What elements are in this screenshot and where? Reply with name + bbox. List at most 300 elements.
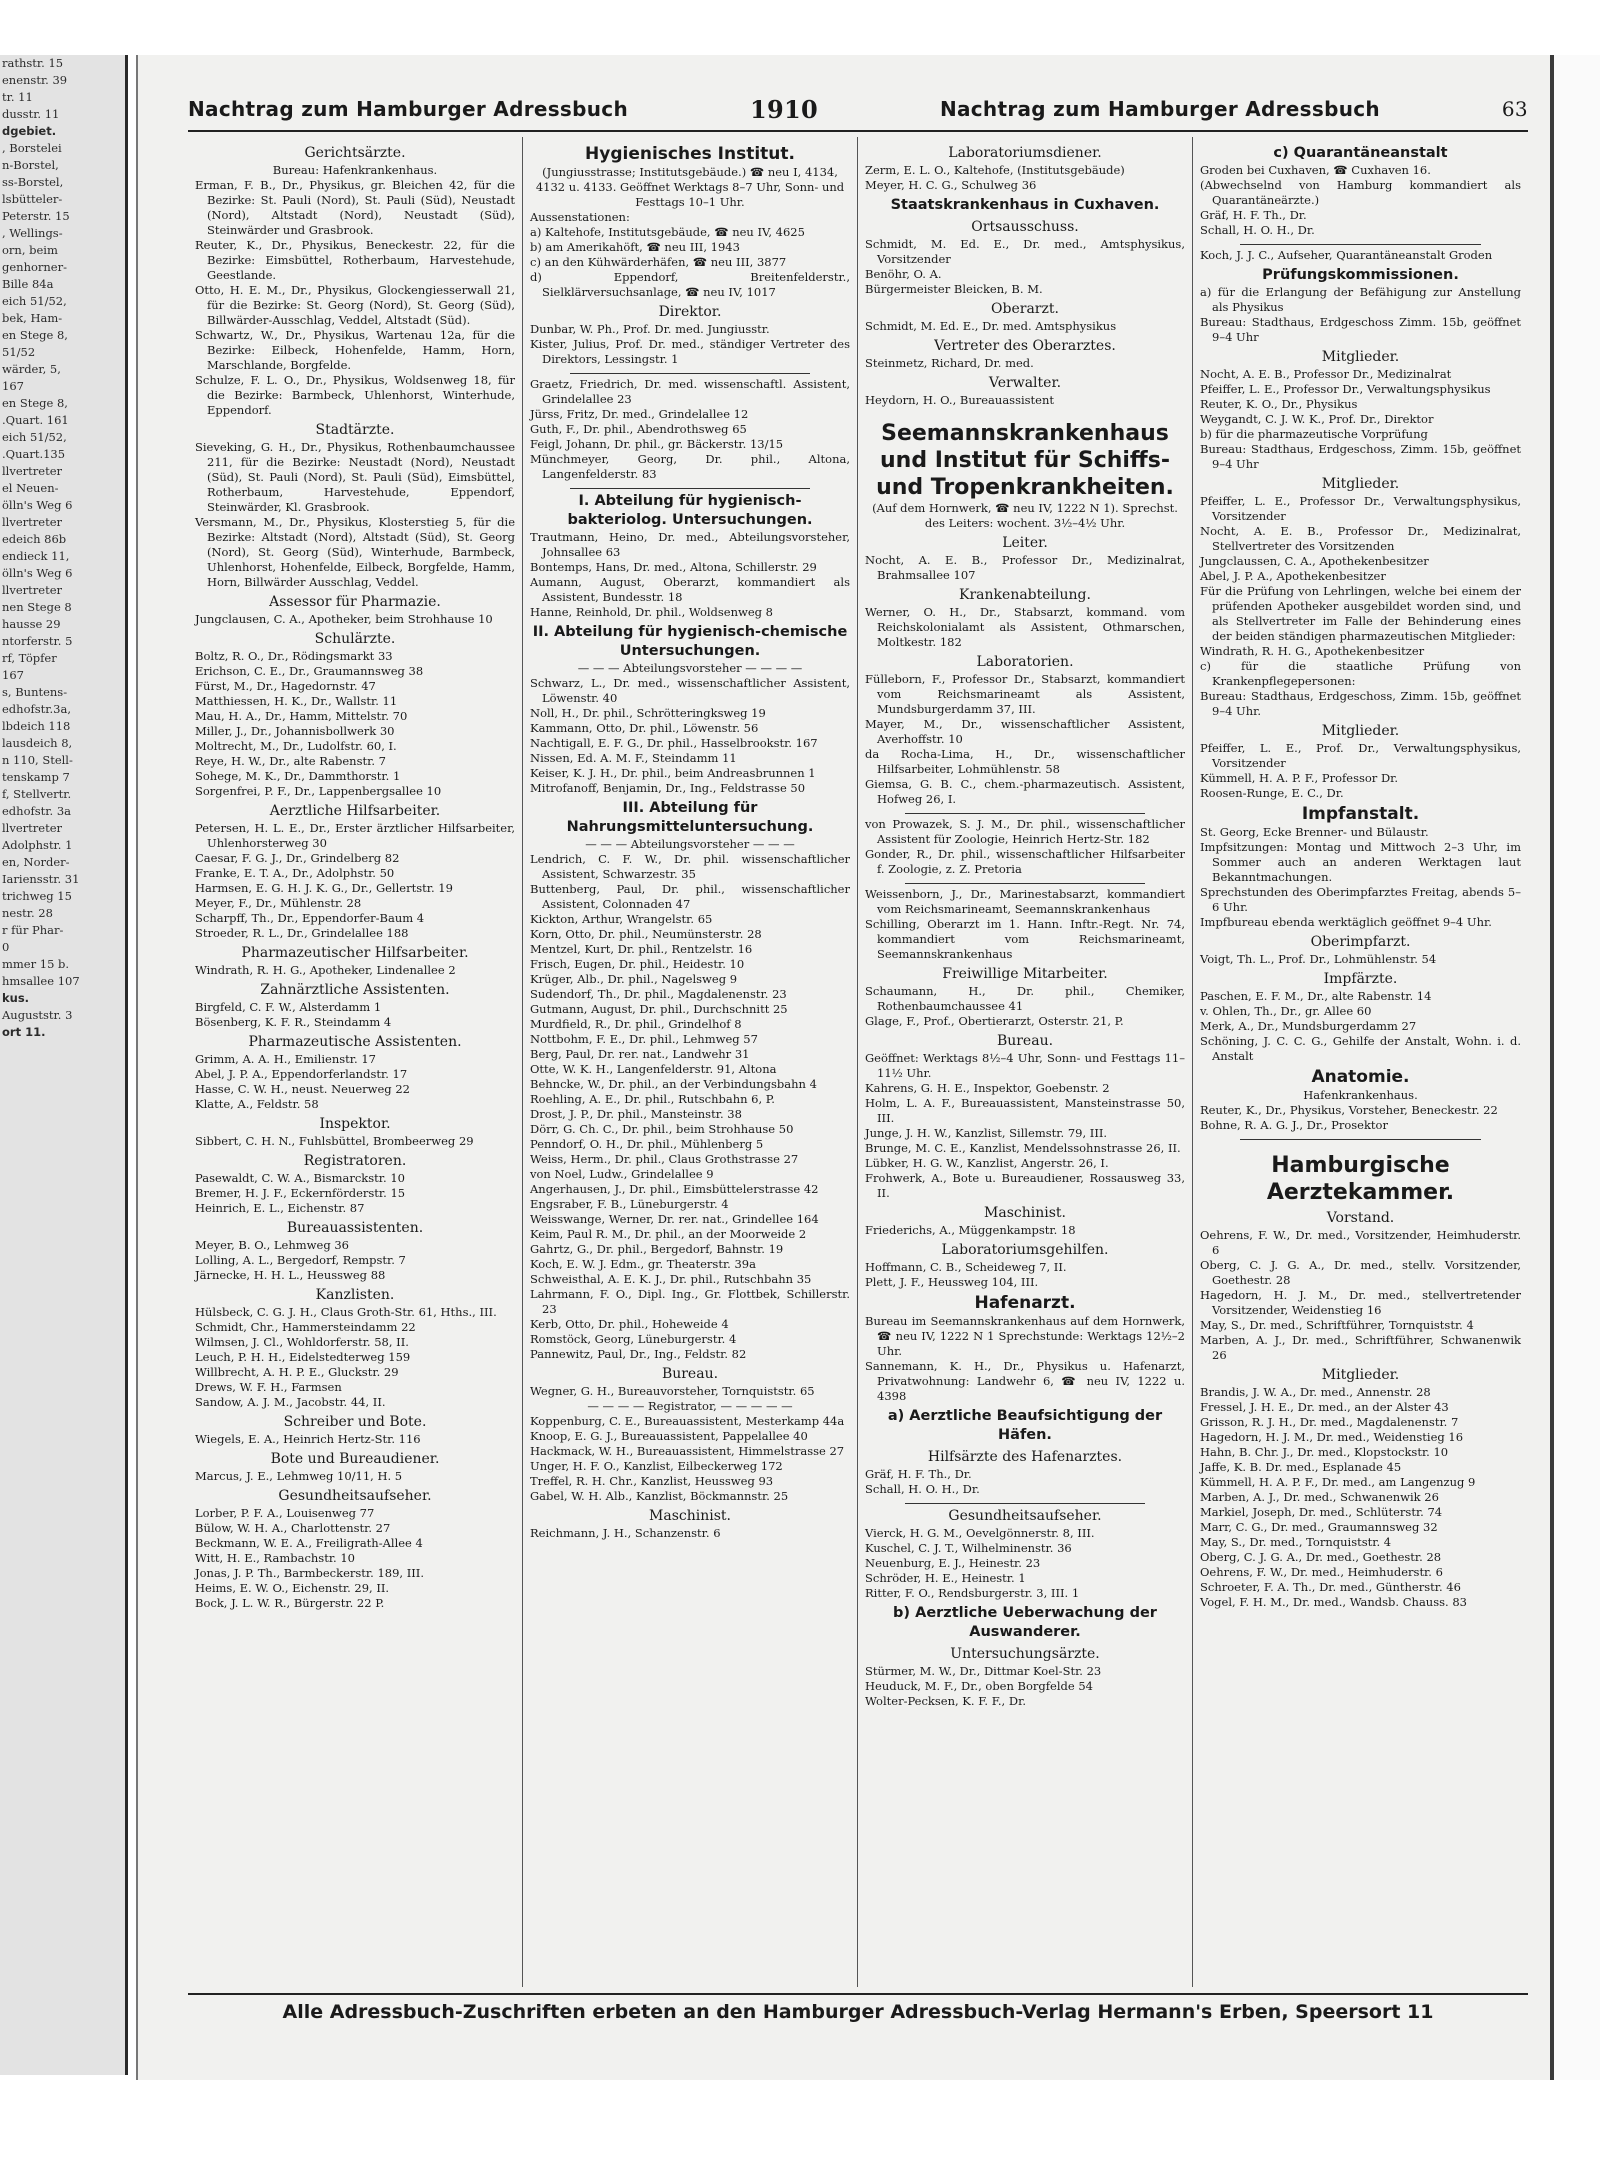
edge-text-fragment: ölln's Weg 6 <box>2 498 73 512</box>
directory-entry: Keim, Paul R. M., Dr. phil., an der Moorweide 2 <box>530 1227 807 1241</box>
directory-entry: Mayer, M., Dr., wissenschaftlicher Assistent, Averhoffstr. 10 <box>865 717 1185 746</box>
directory-entry: Kümmell, H. A. P. F., Professor Dr. <box>1200 771 1399 785</box>
directory-entry: Behncke, W., Dr. phil., an der Verbindungsbahn 4 <box>530 1077 817 1091</box>
section-heading: Gesundheitsaufseher. <box>278 1488 432 1504</box>
directory-entry: Windrath, R. H. G., Apothekenbesitzer <box>1200 644 1425 658</box>
directory-entry: Dunbar, W. Ph., Prof. Dr. med. Jungiusstr. <box>530 322 770 336</box>
directory-entry: Schwartz, W., Dr., Physikus, Wartenau 12a, für die Bezirke: Eilbeck, Hohenfelde, Hamm, Horn, Marschlande, Borgfelde. <box>195 328 515 372</box>
publisher-footer: Alle Adressbuch-Zuschriften erbeten an den Hamburger Adressbuch-Verlag Hermann's Erben, Speersort 11 <box>188 1993 1528 2023</box>
divider-rule <box>570 373 810 374</box>
directory-entry: Junge, J. H. W., Kanzlist, Sillemstr. 79, III. <box>865 1126 1108 1140</box>
directory-entry: May, S., Dr. med., Schriftführer, Tornquiststr. 4 <box>1200 1318 1474 1332</box>
directory-entry: Kister, Julius, Prof. Dr. med., ständiger Vertreter des Direktors, Lessingstr. 1 <box>530 337 850 366</box>
directory-entry: Für die Prüfung von Lehrlingen, welche bei einem der prüfenden Apotheker ausgebildet worden sind, und als Stellvertreter im Falle der Behinderung eines der beiden ständigen pharmazeutischen Mitglieder: <box>1200 584 1521 643</box>
section-heading: Zahnärztliche Assistenten. <box>260 982 450 998</box>
edge-text-fragment: Adolphstr. 1 <box>2 838 73 852</box>
directory-entry: Bösenberg, K. F. R., Steindamm 4 <box>195 1015 392 1029</box>
directory-entry: Boltz, R. O., Dr., Rödingsmarkt 33 <box>195 649 393 663</box>
directory-entry: (Abwechselnd von Hamburg kommandiert als Quarantäneärzte.) <box>1200 178 1521 207</box>
directory-entry: Bureau im Seemannskrankenhaus auf dem Hornwerk, ☎ neu IV, 1222 N 1 Sprechstunde: Werktags 12½–2 Uhr. <box>865 1314 1185 1358</box>
edge-text-fragment: en Stege 8, <box>2 396 68 410</box>
directory-entry: Meyer, H. C. G., Schulweg 36 <box>865 178 1037 192</box>
section-heading: Ortsausschuss. <box>971 219 1079 235</box>
edge-text-fragment: edhofstr. 3a <box>2 804 71 818</box>
directory-page <box>136 55 1550 2080</box>
directory-entry: b) am Amerikahöft, ☎ neu III, 1943 <box>530 240 740 254</box>
section-note: — — — — Registrator, — — — — — <box>587 1399 793 1413</box>
previous-page-edge <box>0 55 128 2075</box>
directory-entry: v. Ohlen, Th., Dr., gr. Allee 60 <box>1200 1004 1372 1018</box>
directory-entry: Gräf, H. F. Th., Dr. <box>1200 208 1307 222</box>
directory-entry: Weisswange, Werner, Dr. rer. nat., Grindellee 164 <box>530 1212 819 1226</box>
section-heading: Krankenabteilung. <box>959 587 1091 603</box>
directory-entry: Markiel, Joseph, Dr. med., Schlüterstr. 74 <box>1200 1505 1443 1519</box>
directory-entry: Reuter, K., Dr., Physikus, Vorsteher, Beneckestr. 22 <box>1200 1103 1498 1117</box>
section-heading: Freiwillige Mitarbeiter. <box>942 966 1108 982</box>
directory-entry: Caesar, F. G. J., Dr., Grindelberg 82 <box>195 851 400 865</box>
directory-entry: Aumann, August, Oberarzt, kommandiert als Assistent, Bundesstr. 18 <box>530 575 850 604</box>
section-heading: Bote und Bureaudiener. <box>270 1451 440 1467</box>
header-title-right: Nachtrag zum Hamburger Adressbuch <box>939 97 1380 121</box>
section-heading: Vorstand. <box>1326 1210 1395 1226</box>
directory-entry: Sibbert, C. H. N., Fuhlsbüttel, Brombeerweg 29 <box>195 1134 474 1148</box>
edge-text-fragment: en Stege 8, <box>2 328 68 342</box>
directory-entry: Reuter, K., Dr., Physikus, Beneckestr. 22, für die Bezirke: Eimsbüttel, Rotherbaum, Harvestehude, Geestlande. <box>195 238 515 282</box>
edge-text-fragment: genhorner- <box>2 260 67 274</box>
directory-entry: Pfeiffer, L. E., Prof. Dr., Verwaltungsphysikus, Vorsitzender <box>1200 741 1521 770</box>
directory-entry: Lendrich, C. F. W., Dr. phil. wissenschaftlicher Assistent, Schwarzestr. 35 <box>530 852 850 881</box>
edge-text-fragment: llvertreter <box>2 583 63 597</box>
edge-text-fragment: eich 51/52, <box>2 430 67 444</box>
directory-entry: Koch, J. J. C., Aufseher, Quarantäneanstalt Groden <box>1200 248 1493 262</box>
section-heading: Pharmazeutische Assistenten. <box>248 1034 462 1050</box>
directory-entry: Bürgermeister Bleicken, B. M. <box>865 282 1043 296</box>
column-4 <box>1193 137 1528 1987</box>
column-1 <box>188 137 523 1987</box>
directory-entry: Hackmack, W. H., Bureauassistent, Himmelstrasse 27 <box>530 1444 845 1458</box>
directory-entry: Meyer, B. O., Lehmweg 36 <box>195 1238 349 1252</box>
section-heading: Assessor für Pharmazie. <box>269 594 441 610</box>
directory-entry: von Prowazek, S. J. M., Dr. phil., wissenschaftlicher Assistent für Zoologie, Heinrich Hertz-Str. 182 <box>865 817 1185 846</box>
directory-entry: Nachtigall, E. F. G., Dr. phil., Hasselbrookstr. 167 <box>530 736 818 750</box>
directory-entry: Fressel, J. H. E., Dr. med., an der Alster 43 <box>1200 1400 1449 1414</box>
directory-entry: Glage, F., Prof., Obertierarzt, Osterstr. 21, P. <box>865 1014 1124 1028</box>
directory-entry: Murdfield, R., Dr. phil., Grindelhof 8 <box>530 1017 742 1031</box>
directory-entry: Bock, J. L. W. R., Bürgerstr. 22 P. <box>195 1596 385 1610</box>
section-heading: Direktor. <box>658 304 722 320</box>
section-note: (Auf dem Hornwerk, ☎ neu IV, 1222 N 1). Sprechst. des Leiters: wochent. 3½–4½ Uhr. <box>872 501 1178 530</box>
directory-entry: Schröder, H. E., Heinestr. 1 <box>865 1571 1026 1585</box>
directory-entry: Buttenberg, Paul, Dr. phil., wissenschaftlicher Assistent, Colonnaden 47 <box>530 882 850 911</box>
edge-text-fragment: r für Phar- <box>2 923 64 937</box>
directory-entry: Oehrens, F. W., Dr. med., Heimhuderstr. 6 <box>1200 1565 1443 1579</box>
directory-entry: Nocht, A. E. B., Professor Dr., Medizinalrat <box>1200 367 1452 381</box>
page-right-edge <box>1550 55 1600 2080</box>
directory-entry: Meyer, F., Dr., Mühlenstr. 28 <box>195 896 362 910</box>
department-heading: Staatskrankenhaus in Cuxhaven. <box>890 197 1160 213</box>
directory-entry: Sandow, A. J. M., Jacobstr. 44, II. <box>195 1395 386 1409</box>
directory-entry: Münchmeyer, Georg, Dr. phil., Altona, Langenfelderstr. 83 <box>530 452 850 481</box>
header-title-left: Nachtrag zum Hamburger Adressbuch <box>188 97 628 121</box>
section-note: Hafenkrankenhaus. <box>1303 1088 1418 1102</box>
directory-entry: Gahrtz, G., Dr. phil., Bergedorf, Bahnstr. 19 <box>530 1242 784 1256</box>
directory-entry: Järnecke, H. H. L., Heussweg 88 <box>195 1268 386 1282</box>
directory-entry: Bureau: Stadthaus, Erdgeschoss, Zimm. 15b, geöffnet 9–4 Uhr <box>1200 442 1521 471</box>
edge-text-fragment: eich 51/52, <box>2 294 67 308</box>
directory-entry: Vierck, H. G. M., Oevelgönnerstr. 8, III. <box>865 1526 1095 1540</box>
section-heading: Bureau. <box>996 1033 1054 1049</box>
directory-entry: Petersen, H. L. E., Dr., Erster ärztlicher Hilfsarbeiter, Uhlenhorsterweg 30 <box>195 821 515 850</box>
directory-entry: Birgfeld, C. F. W., Alsterdamm 1 <box>195 1000 382 1014</box>
edge-text-fragment: lausdeich 8, <box>2 736 73 750</box>
directory-entry: Hagedorn, H. J. M., Dr. med., stellvertretender Vorsitzender, Weidenstieg 16 <box>1200 1288 1521 1317</box>
section-heading: Mitglieder. <box>1321 476 1400 492</box>
directory-entry: Steinmetz, Richard, Dr. med. <box>865 356 1034 370</box>
directory-entry: Bremer, H. J. F., Eckernförderstr. 15 <box>195 1186 406 1200</box>
edge-text-fragment: dgebiet. <box>2 124 57 138</box>
edge-text-fragment: en, Norder- <box>2 855 70 869</box>
directory-entry: Moltrecht, M., Dr., Ludolfstr. 60, I. <box>195 739 397 753</box>
directory-entry: Lolling, A. L., Bergedorf, Rempstr. 7 <box>195 1253 406 1267</box>
directory-entry: Werner, O. H., Dr., Stabsarzt, kommand. vom Reichskolonialamt als Assistent, Othmarschen, Moltkestr. 182 <box>865 605 1185 649</box>
edge-text-fragment: tr. 11 <box>2 90 33 104</box>
directory-entry: Schroeter, F. A. Th., Dr. med., Güntherstr. 46 <box>1200 1580 1461 1594</box>
directory-entry: Jonas, J. P. Th., Barmbeckerstr. 189, III. <box>195 1566 425 1580</box>
institution-heading: Hafenarzt. <box>974 1293 1076 1313</box>
section-heading: Kanzlisten. <box>315 1287 395 1303</box>
directory-entry: Marben, A. J., Dr. med., Schriftführer, Schwanenwik 26 <box>1200 1333 1521 1362</box>
directory-entry: Schmidt, M. Ed. E., Dr. med., Amtsphysikus, Vorsitzender <box>865 237 1185 266</box>
section-heading: Vertreter des Oberarztes. <box>934 338 1116 354</box>
edge-text-fragment: 51/52 <box>2 345 36 359</box>
section-heading: Oberarzt. <box>991 301 1059 317</box>
section-heading: Bureauassistenten. <box>286 1220 424 1236</box>
divider-rule <box>905 883 1145 884</box>
edge-text-fragment: edeich 86b <box>2 532 67 546</box>
edge-text-fragment: ss-Borstel, <box>2 175 64 189</box>
directory-entry: Gabel, W. H. Alb., Kanzlist, Böckmannstr. 25 <box>530 1489 789 1503</box>
directory-entry: Wilmsen, J. Cl., Wohldorferstr. 58, II. <box>195 1335 409 1349</box>
institution-heading: Impfanstalt. <box>1301 804 1420 824</box>
edge-text-fragment: Iariensstr. 31 <box>2 872 80 886</box>
section-heading: Aerztliche Hilfsarbeiter. <box>269 803 441 819</box>
directory-entry: Reye, H. W., Dr., alte Rabenstr. 7 <box>195 754 386 768</box>
directory-entry: Keiser, K. J. H., Dr. phil., beim Andreasbrunnen 1 <box>530 766 816 780</box>
directory-entry: Grisson, R. J. H., Dr. med., Magdalenenstr. 7 <box>1200 1415 1459 1429</box>
section-heading: Hilfsärzte des Hafenarztes. <box>927 1449 1123 1465</box>
section-heading: Gesundheitsaufseher. <box>948 1508 1102 1524</box>
edge-text-fragment: rf, Töpfer <box>2 651 57 665</box>
section-heading: Schulärzte. <box>314 631 396 647</box>
directory-entry: Kickton, Arthur, Wrangelstr. 65 <box>530 912 713 926</box>
directory-entry: d) Eppendorf, Breitenfelderstr., Sielklärversuchsanlage, ☎ neu IV, 1017 <box>530 270 850 299</box>
directory-entry: von Noel, Ludw., Grindelallee 9 <box>530 1167 714 1181</box>
directory-entry: Koppenburg, C. E., Bureauassistent, Mesterkamp 44a <box>530 1414 845 1428</box>
directory-entry: Pannewitz, Paul, Dr., Ing., Feldstr. 82 <box>530 1347 747 1361</box>
edge-text-fragment: .Quart.135 <box>2 447 66 461</box>
section-note: (Jungiusstrasse; Institutsgebäude.) ☎ neu I, 4134, 4132 u. 4133. Geöffnet Werktags 8–7 Uhr, Sonn- und Festtags 10–1 Uhr. <box>535 165 845 209</box>
directory-entry: Abel, J. P. A., Eppendorferlandstr. 17 <box>195 1067 408 1081</box>
directory-entry: Nissen, Ed. A. M. F., Steindamm 11 <box>530 751 737 765</box>
directory-entry: Engsraber, F. B., Lüneburgerstr. 4 <box>530 1197 729 1211</box>
directory-entry: Gräf, H. F. Th., Dr. <box>865 1467 972 1481</box>
directory-entry: Marr, C. G., Dr. med., Graumannsweg 32 <box>1200 1520 1438 1534</box>
directory-entry: Schilling, Oberarzt im 1. Hann. Inftr.-Regt. Nr. 74, kommandiert vom Reichsmarineamt, Seemannskrankenhaus <box>865 917 1185 961</box>
directory-entry: Frisch, Eugen, Dr. phil., Heidestr. 10 <box>530 957 745 971</box>
edge-text-fragment: 167 <box>2 379 24 393</box>
directory-entry: Knoop, E. G. J., Bureauassistent, Pappelallee 40 <box>530 1429 808 1443</box>
directory-entry: Witt, H. E., Rambachstr. 10 <box>195 1551 356 1565</box>
directory-entry: Bureau: Stadthaus, Erdgeschoss Zimm. 15b, geöffnet 9–4 Uhr <box>1200 315 1521 344</box>
directory-entry: Reuter, K. O., Dr., Physikus <box>1200 397 1358 411</box>
directory-entry: Hanne, Reinhold, Dr. phil., Woldsenweg 8 <box>530 605 773 619</box>
edge-text-fragment: llvertreter <box>2 821 63 835</box>
directory-entry: Merk, A., Dr., Mundsburgerdamm 27 <box>1200 1019 1417 1033</box>
directory-entry: Matthiessen, H. K., Dr., Wallstr. 11 <box>195 694 398 708</box>
edge-text-fragment: ölln's Weg 6 <box>2 566 73 580</box>
section-heading: Maschinist. <box>984 1205 1066 1221</box>
directory-entry: Schall, H. O. H., Dr. <box>865 1482 980 1496</box>
section-heading: Bureau. <box>661 1366 719 1382</box>
directory-entry: Schöning, J. C. C. G., Gehilfe der Anstalt, Wohn. i. d. Anstalt <box>1200 1034 1521 1063</box>
directory-entry: Angerhausen, J., Dr. phil., Eimsbüttelerstrasse 42 <box>530 1182 819 1196</box>
divider-rule <box>570 488 810 489</box>
section-heading: Mitglieder. <box>1321 723 1400 739</box>
directory-entry: Sohege, M. K., Dr., Dammthorstr. 1 <box>195 769 401 783</box>
directory-entry: Gutmann, August, Dr. phil., Durchschnitt 25 <box>530 1002 788 1016</box>
directory-entry: Guth, F., Dr. phil., Abendrothsweg 65 <box>530 422 747 436</box>
directory-entry: Mentzel, Kurt, Dr. phil., Rentzelstr. 16 <box>530 942 753 956</box>
directory-entry: Weygandt, C. J. W. K., Prof. Dr., Direktor <box>1200 412 1434 426</box>
directory-entry: Pfeiffer, L. E., Professor Dr., Verwaltungsphysikus <box>1200 382 1491 396</box>
section-note: Bureau: Hafenkrankenhaus. <box>272 163 438 177</box>
edge-text-fragment: nen Stege 8 <box>2 600 72 614</box>
directory-entry: Erman, F. B., Dr., Physikus, gr. Bleichen 42, für die Bezirke: St. Pauli (Nord), St. Pauli (Süd), Neustadt (Nord), Altstadt (Nord), Neustadt (Süd), Steinwärder und Grasbrook. <box>195 178 515 237</box>
directory-entry: Impfsitzungen: Montag und Mittwoch 2–3 Uhr, im Sommer auch an anderen Werktagen laut Bekanntmachungen. <box>1200 840 1521 884</box>
section-heading: Untersuchungsärzte. <box>950 1646 1100 1662</box>
department-heading: b) Aerztliche Ueberwachung der Auswanderer. <box>893 1605 1157 1640</box>
section-note: — — — Abteilungsvorsteher — — — — <box>577 661 803 675</box>
edge-text-fragment: Auguststr. 3 <box>2 1008 73 1022</box>
directory-entry: Benöhr, O. A. <box>865 267 942 281</box>
directory-entry: Kerb, Otto, Dr. phil., Hoheweide 4 <box>530 1317 729 1331</box>
directory-entry: Kümmell, H. A. P. F., Dr. med., am Langenzug 9 <box>1200 1475 1476 1489</box>
directory-entry: Pasewaldt, C. W. A., Bismarckstr. 10 <box>195 1171 405 1185</box>
directory-entry: Kuschel, C. J. T., Wilhelminenstr. 36 <box>865 1541 1072 1555</box>
directory-entry: Koch, E. W. J. Edm., gr. Theaterstr. 39a <box>530 1257 756 1271</box>
directory-entry: Zerm, E. L. O., Kaltehofe, (Institutsgebäude) <box>865 163 1125 177</box>
directory-entry: Paschen, E. F. M., Dr., alte Rabenstr. 14 <box>1200 989 1432 1003</box>
directory-entry: Unger, H. F. O., Kanzlist, Eilbeckerweg 172 <box>530 1459 783 1473</box>
directory-entry: Hagedorn, H. J. M., Dr. med., Weidenstieg 16 <box>1200 1430 1464 1444</box>
directory-entry: Franke, E. T. A., Dr., Adolphstr. 50 <box>195 866 395 880</box>
edge-text-fragment: lbdeich 118 <box>2 719 71 733</box>
edge-text-fragment: n-Borstel, <box>2 158 59 172</box>
directory-entry: b) für die pharmazeutische Vorprüfung <box>1200 427 1428 441</box>
directory-entry: c) für die staatliche Prüfung von Krankenpflegepersonen: <box>1200 659 1521 688</box>
edge-text-fragment: dusstr. 11 <box>2 107 60 121</box>
edge-text-fragment: .Quart. 161 <box>2 413 69 427</box>
directory-entry: Reichmann, J. H., Schanzenstr. 6 <box>530 1526 721 1540</box>
directory-entry: Heuduck, M. F., Dr., oben Borgfelde 54 <box>865 1679 1093 1693</box>
section-heading: Mitglieder. <box>1321 349 1400 365</box>
directory-entry: Kammann, Otto, Dr. phil., Löwenstr. 56 <box>530 721 759 735</box>
major-heading: Seemannskrankenhaus und Institut für Schiffs- und Tropenkrankheiten. <box>876 421 1174 500</box>
directory-entry: Miller, J., Dr., Johannisbollwerk 30 <box>195 724 395 738</box>
directory-entry: Heydorn, H. O., Bureauassistent <box>865 393 1055 407</box>
section-heading: Stadtärzte. <box>315 422 395 438</box>
directory-entry: Schaumann, H., Dr. phil., Chemiker, Rothenbaumchaussee 41 <box>865 984 1185 1013</box>
directory-entry: Sorgenfrei, P. F., Dr., Lappenbergsallee 10 <box>195 784 442 798</box>
section-heading: Leiter. <box>1002 535 1048 551</box>
section-heading: Mitglieder. <box>1321 1367 1400 1383</box>
directory-entry: Penndorf, O. H., Dr. phil., Mühlenberg 5 <box>530 1137 764 1151</box>
directory-entry: Pfeiffer, L. E., Professor Dr., Verwaltungsphysikus, Vorsitzender <box>1200 494 1521 523</box>
directory-entry: Wegner, G. H., Bureauvorsteher, Tornquiststr. 65 <box>530 1384 815 1398</box>
department-heading: a) Aerztliche Beaufsichtigung der Häfen. <box>887 1408 1163 1443</box>
section-heading: Verwalter. <box>988 375 1062 391</box>
directory-entry: Scharpff, Th., Dr., Eppendorfer-Baum 4 <box>195 911 425 925</box>
scan-margin-top <box>0 0 1600 55</box>
edge-text-fragment: ort 11. <box>2 1025 46 1039</box>
directory-entry: Heims, E. W. O., Eichenstr. 29, II. <box>195 1581 390 1595</box>
header-rule <box>188 130 1528 132</box>
edge-text-fragment: llvertreter <box>2 464 63 478</box>
section-heading: Maschinist. <box>649 1508 731 1524</box>
edge-text-fragment: f, Stellvertr. <box>2 787 72 801</box>
section-heading: Laboratoriumsdiener. <box>948 145 1102 161</box>
edge-text-fragment: hmsallee 107 <box>2 974 80 988</box>
directory-entry: Schmidt, M. Ed. E., Dr. med. Amtsphysikus <box>865 319 1117 333</box>
directory-entry: Gonder, R., Dr. phil., wissenschaftlicher Hilfsarbeiter f. Zoologie, z. Z. Pretoria <box>865 847 1185 876</box>
directory-entry: Bontemps, Hans, Dr. med., Altona, Schillerstr. 29 <box>530 560 817 574</box>
directory-entry: Nottbohm, F. E., Dr. phil., Lehmweg 57 <box>530 1032 758 1046</box>
directory-entry: Oberg, C. J. G. A., Dr. med., stellv. Vorsitzender, Goethestr. 28 <box>1200 1258 1521 1287</box>
directory-entry: Weissenborn, J., Dr., Marinestabsarzt, kommandiert vom Reichsmarineamt, Seemannskrankenhaus <box>865 887 1185 916</box>
directory-entry: a) für die Erlangung der Befähigung zur Anstellung als Physikus <box>1200 285 1521 314</box>
directory-entry: Mitrofanoff, Benjamin, Dr., Ing., Feldstrasse 50 <box>530 781 806 795</box>
edge-text-fragment: Bille 84a <box>2 277 54 291</box>
directory-entry: Hoffmann, C. B., Scheideweg 7, II. <box>865 1260 1067 1274</box>
directory-entry: Marcus, J. E., Lehmweg 10/11, H. 5 <box>195 1469 403 1483</box>
edge-text-fragment: enenstr. 39 <box>2 73 68 87</box>
institution-heading: Hygienisches Institut. <box>585 144 795 164</box>
directory-entry: c) an den Kühwärderhäfen, ☎ neu III, 3877 <box>530 255 787 269</box>
directory-entry: Lübker, H. G. W., Kanzlist, Angerstr. 26, I. <box>865 1156 1109 1170</box>
section-heading: Laboratoriumsgehilfen. <box>941 1242 1109 1258</box>
major-heading: Hamburgische Aerztekammer. <box>1266 1153 1455 1205</box>
directory-entry: a) Kaltehofe, Institutsgebäude, ☎ neu IV, 4625 <box>530 225 805 239</box>
page-number: 63 <box>1501 97 1528 121</box>
directory-entry: Hasse, C. W. H., neust. Neuerweg 22 <box>195 1082 410 1096</box>
edge-text-fragment: lsbütteler- <box>2 192 63 206</box>
edge-text-fragment: kus. <box>2 991 30 1005</box>
directory-entry: Bureau: Stadthaus, Erdgeschoss, Zimm. 15b, geöffnet 9–4 Uhr. <box>1200 689 1521 718</box>
directory-entry: Voigt, Th. L., Prof. Dr., Lohmühlenstr. 54 <box>1200 952 1437 966</box>
section-heading: Oberimpfarzt. <box>1310 934 1411 950</box>
edge-text-fragment: , Wellings- <box>2 226 63 240</box>
directory-entry: Friederichs, A., Müggenkampstr. 18 <box>865 1223 1076 1237</box>
directory-entry: da Rocha-Lima, H., Dr., wissenschaftlicher Hilfsarbeiter, Lohmühlenstr. 58 <box>865 747 1185 776</box>
section-heading: Gerichtsärzte. <box>304 145 406 161</box>
directory-entry: Hülsbeck, C. G. J. H., Claus Groth-Str. 61, Hths., III. <box>195 1305 497 1319</box>
department-heading: Prüfungskommissionen. <box>1262 267 1459 283</box>
directory-entry: Hahn, B. Chr. J., Dr. med., Klopstockstr. 10 <box>1200 1445 1449 1459</box>
directory-entry: Klatte, A., Feldstr. 58 <box>195 1097 319 1111</box>
directory-entry: Willbrecht, A. H. P. E., Gluckstr. 29 <box>195 1365 399 1379</box>
column-grid <box>188 137 1528 1987</box>
directory-entry: Bohne, R. A. G. J., Dr., Prosektor <box>1200 1118 1388 1132</box>
directory-entry: Weiss, Herm., Dr. phil., Claus Grothstrasse 27 <box>530 1152 799 1166</box>
directory-entry: Aussenstationen: <box>530 210 630 224</box>
directory-entry: Schmidt, Chr., Hammersteindamm 22 <box>195 1320 416 1334</box>
directory-entry: Roosen-Runge, E. C., Dr. <box>1200 786 1344 800</box>
edge-text-fragment: 167 <box>2 668 24 682</box>
directory-entry: Graetz, Friedrich, Dr. med. wissenschaftl. Assistent, Grindelallee 23 <box>530 377 850 406</box>
section-heading: Inspektor. <box>319 1116 391 1132</box>
directory-entry: Jungclausen, C. A., Apotheker, beim Strohhause 10 <box>195 612 493 626</box>
directory-entry: Bülow, W. H. A., Charlottenstr. 27 <box>195 1521 391 1535</box>
directory-entry: Sprechstunden des Oberimpfarztes Freitag, abends 5–6 Uhr. <box>1200 885 1521 914</box>
directory-entry: Sudendorf, Th., Dr. phil., Magdalenenstr. 23 <box>530 987 787 1001</box>
directory-entry: Schulze, F. L. O., Dr., Physikus, Woldsenweg 18, für die Bezirke: Barmbeck, Uhlenhorst, Winterhude, Eppendorf. <box>195 373 515 417</box>
directory-entry: Beckmann, W. E. A., Freiligrath-Allee 4 <box>195 1536 423 1550</box>
directory-entry: Romstöck, Georg, Lüneburgerstr. 4 <box>530 1332 737 1346</box>
directory-entry: May, S., Dr. med., Tornquiststr. 4 <box>1200 1535 1392 1549</box>
directory-entry: Sieveking, G. H., Dr., Physikus, Rothenbaumchaussee 211, für die Bezirke: Neustadt (Nord), Neustadt (Süd), St. Pauli (Nord), St. Pauli (Süd), Eimsbüttel, Rotherbaum, Harvestehude, Eppendorf, Steinwärder, Kl. Grasbrook. <box>195 440 515 514</box>
directory-entry: Krüger, Alb., Dr. phil., Nagelsweg 9 <box>530 972 738 986</box>
edge-text-fragment: edhofstr.3a, <box>2 702 71 716</box>
directory-entry: Heinrich, E. L., Eichenstr. 87 <box>195 1201 365 1215</box>
edge-text-fragment: 0 <box>2 940 10 954</box>
directory-entry: Mau, H. A., Dr., Hamm, Mittelstr. 70 <box>195 709 408 723</box>
edge-text-fragment: el Neuen- <box>2 481 59 495</box>
directory-entry: Feigl, Johann, Dr. phil., gr. Bäckerstr. 13/15 <box>530 437 784 451</box>
edge-text-fragment: llvertreter <box>2 515 63 529</box>
directory-entry: Abel, J. P. A., Apothekenbesitzer <box>1200 569 1386 583</box>
directory-entry: Roehling, A. E., Dr. phil., Rutschbahn 6, P. <box>530 1092 775 1106</box>
section-heading: Registratoren. <box>303 1153 407 1169</box>
directory-entry: Impfbureau ebenda werktäglich geöffnet 9–4 Uhr. <box>1200 915 1492 929</box>
edge-text-fragment: endieck 11, <box>2 549 70 563</box>
directory-entry: Jungclaussen, C. A., Apothekenbesitzer <box>1200 554 1429 568</box>
directory-entry: Wolter-Pecksen, K. F. F., Dr. <box>865 1694 1026 1708</box>
directory-entry: Brunge, M. C. E., Kanzlist, Mendelssohnstrasse 26, II. <box>865 1141 1181 1155</box>
directory-entry: Vogel, F. H. M., Dr. med., Wandsb. Chauss. 83 <box>1200 1595 1467 1609</box>
directory-entry: Versmann, M., Dr., Physikus, Klosterstieg 5, für die Bezirke: Altstadt (Nord), Altstadt (Süd), St. Georg (Nord), St. Georg (Süd), Winterhude, Barmbeck, Uhlenhorst, Hohenfelde, Eilbeck, Borgfelde, Hamm, Horn, Billwärder Ausschlag, Veddel. <box>195 515 515 589</box>
directory-entry: Nocht, A. E. B., Professor Dr., Medizinalrat, Stellvertreter des Vorsitzenden <box>1200 524 1521 553</box>
directory-entry: Dörr, G. Ch. C., Dr. phil., beim Strohhause 50 <box>530 1122 794 1136</box>
directory-entry: Drews, W. F. H., Farmsen <box>195 1380 342 1394</box>
directory-entry: Berg, Paul, Dr. rer. nat., Landwehr 31 <box>530 1047 750 1061</box>
edge-text-fragment: s, Buntens- <box>2 685 68 699</box>
directory-entry: Nocht, A. E. B., Professor Dr., Medizinalrat, Brahmsallee 107 <box>865 553 1185 582</box>
directory-entry: Trautmann, Heino, Dr. med., Abteilungsvorsteher, Johnsallee 63 <box>530 530 850 559</box>
directory-entry: Schall, H. O. H., Dr. <box>1200 223 1315 237</box>
directory-entry: Frohwerk, A., Bote u. Bureaudiener, Rossausweg 33, II. <box>865 1171 1185 1200</box>
directory-entry: Erichson, C. E., Dr., Graumannsweg 38 <box>195 664 424 678</box>
directory-entry: Neuenburg, E. J., Heinestr. 23 <box>865 1556 1041 1570</box>
directory-entry: Stürmer, M. W., Dr., Dittmar Koel-Str. 23 <box>865 1664 1102 1678</box>
edge-text-fragment: orn, beim <box>2 243 58 257</box>
section-heading: Laboratorien. <box>976 654 1074 670</box>
directory-entry: Sannemann, K. H., Dr., Physikus u. Hafenarzt, Privatwohnung: Landwehr 6, ☎ neu IV, 1222 u. 4398 <box>865 1359 1185 1403</box>
directory-entry: Groden bei Cuxhaven, ☎ Cuxhaven 16. <box>1200 163 1431 177</box>
department-heading: II. Abteilung für hygienisch-chemische Untersuchungen. <box>532 624 848 659</box>
header-year: 1910 <box>749 94 818 124</box>
directory-entry: Otte, W. K. H., Langenfelderstr. 91, Altona <box>530 1062 777 1076</box>
section-heading: Pharmazeutischer Hilfsarbeiter. <box>241 945 469 961</box>
